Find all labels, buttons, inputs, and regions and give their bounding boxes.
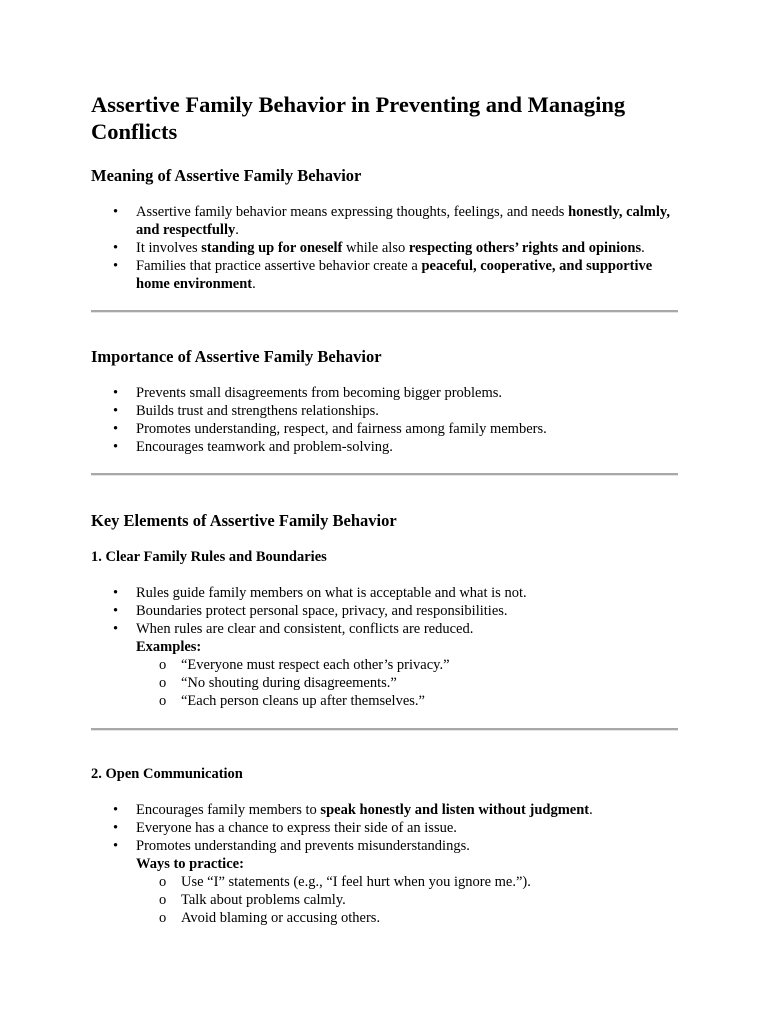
examples-list xyxy=(136,656,681,710)
examples-label: Examples: xyxy=(136,639,202,655)
list-item: • When rules are clear and consistent, conflicts are reduced. Examples: o “Everyone must respect each other’s privacy.” o “No shouting during disagreements.” o “Each person cleans up after themselves.” xyxy=(91,620,681,710)
subheading-rules-boundaries: 1. Clear Family Rules and Boundaries xyxy=(91,549,327,565)
list-item: • Prevents small disagreements from becoming bigger problems. xyxy=(91,384,681,402)
list-item: o “Each person cleans up after themselves.” xyxy=(136,692,681,710)
section-heading-importance: Importance of Assertive Family Behavior xyxy=(91,347,382,366)
document-title: Assertive Family Behavior in Preventing and Managing Conflicts xyxy=(91,92,626,144)
list-item: • Rules guide family members on what is acceptable and what is not. xyxy=(91,584,681,602)
list-item: o Talk about problems calmly. xyxy=(136,891,681,909)
meaning-list xyxy=(91,203,681,293)
list-item: • Encourages teamwork and problem-solving. xyxy=(91,438,681,456)
list-item: o Use “I” statements (e.g., “I feel hurt when you ignore me.”). xyxy=(136,873,681,891)
list-item: • Assertive family behavior means expressing thoughts, feelings, and needs honestly, calmly, and respectfully. xyxy=(91,203,681,239)
section-divider xyxy=(91,310,678,313)
section-divider xyxy=(91,473,678,476)
ways-list xyxy=(136,873,681,927)
section-heading-key-elements: Key Elements of Assertive Family Behavior xyxy=(91,511,397,530)
list-item: o Avoid blaming or accusing others. xyxy=(136,909,681,927)
communication-list xyxy=(91,801,681,927)
list-item: • Promotes understanding and prevents misunderstandings. Ways to practice: o Use “I” statements (e.g., “I feel hurt when you ignore me.”). o Talk about problems calmly. o Avoid blaming or accusing others. xyxy=(91,837,681,927)
list-item: • Promotes understanding, respect, and fairness among family members. xyxy=(91,420,681,438)
section-heading-meaning: Meaning of Assertive Family Behavior xyxy=(91,166,362,185)
importance-list xyxy=(91,384,681,456)
list-item: • Everyone has a chance to express their side of an issue. xyxy=(91,819,681,837)
list-item: o “No shouting during disagreements.” xyxy=(136,674,681,692)
list-item: o “Everyone must respect each other’s privacy.” xyxy=(136,656,681,674)
rules-list xyxy=(91,584,681,710)
section-divider xyxy=(91,728,678,731)
list-item: • Builds trust and strengthens relationships. xyxy=(91,402,681,420)
list-item: • Encourages family members to speak honestly and listen without judgment. xyxy=(91,801,681,819)
subheading-open-communication: 2. Open Communication xyxy=(91,766,243,782)
list-item: • Boundaries protect personal space, privacy, and responsibilities. xyxy=(91,602,681,620)
list-item: • Families that practice assertive behavior create a peaceful, cooperative, and supportive home environment. xyxy=(91,257,681,293)
list-item: • It involves standing up for oneself while also respecting others’ rights and opinions. xyxy=(91,239,681,257)
ways-to-practice-label: Ways to practice: xyxy=(136,856,244,872)
